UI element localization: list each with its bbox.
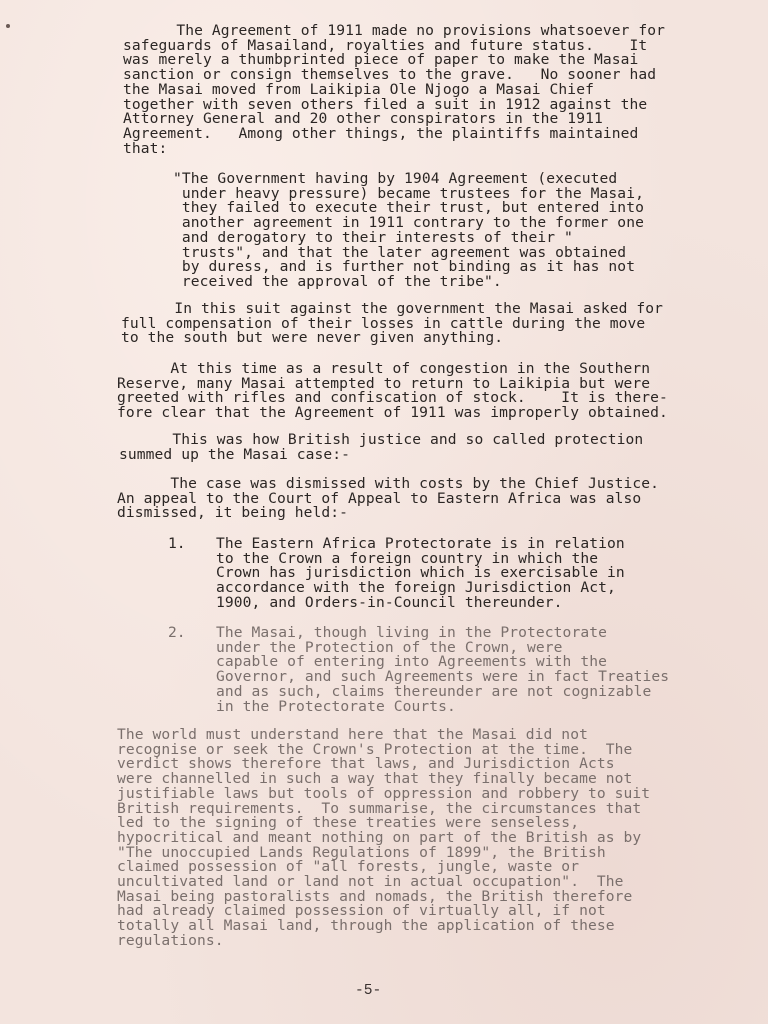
paragraph-british-justice: This was how British justice and so called protection summed up the Masai case:- [119, 431, 644, 463]
paragraph-congestion: At this time as a result of congestion in the Southern Reserve, many Masai attempted to return to Laikipia but were greeted with rifles and confiscation of stock. It is there- fore clear that the Agreement of 1911 was improperly obtained. [117, 360, 668, 422]
list-item-1-number: 1. [168, 535, 186, 552]
punch-mark [6, 24, 10, 28]
quote-plaintiffs: "The Government having by 1904 Agreement (executed under heavy pressure) became trustees for the Masai, they failed to execute their trust, but entered into another agreement in 1911 contrary to the former one and derogatory to their interests of their " trusts", and that the later agreement was obtained by duress, and is further not binding as it has not received the approval of the tribe". [173, 170, 644, 290]
paragraph-agreement-1911: The Agreement of 1911 made no provisions whatsoever for safeguards of Masailand, royalties and future status. It was merely a thumbprinted piece of paper to make the Masai sanction or consign themselves to the grave. No sooner had the Masai moved from Laikipia Ole Njogo a Masai Chief together with seven others filed a suit in 1912 against the Attorney General and 20 other conspirators in the 1911 Agreement. Among other things, the plaintiffs maintained that: [123, 22, 666, 157]
paragraph-world-must-understand: The world must understand here that the Masai did not recognise or seek the Crown's Protection at the time. The verdict shows therefore that laws, and Jurisdiction Acts were channelled in such a way that they finally became not justifiable laws but tools of oppression and robbery to suit British requirements. To summarise, the circumstances that led to the signing of these treaties were senseless, hypocritical and meant nothing on part of the British as by "The unoccupied Lands Regulations of 1899", the British claimed possession of "all forests, jungle, waste or uncultivated land or land not in actual occupation". The Masai being pastoralists and nomads, the British therefore had already claimed possession of virtually all, if not totally all Masai land, through the application of these regulations. [117, 726, 651, 949]
paragraph-compensation: In this suit against the government the Masai asked for full compensation of their losses in cattle during the move to the south but were never given anything. [121, 300, 664, 347]
list-item-2-text: The Masai, though living in the Protectorate under the Protection of the Crown, were capable of entering into Agreements with the Governor, and such Agreements were in fact Treaties and as such, claims thereunder are not cognizable in the Protectorate Courts. [216, 624, 670, 715]
paragraph-case-dismissed: The case was dismissed with costs by the Chief Justice. An appeal to the Court of Appeal to Eastern Africa was also dismissed, it being held:- [117, 475, 660, 522]
list-item-2-number: 2. [168, 624, 186, 641]
page-number: -5- [355, 983, 382, 999]
list-item-1-text: The Eastern Africa Protectorate is in relation to the Crown a foreign country in which the Crown has jurisdiction which is exercisable in accordance with the foreign Jurisdiction Act, 1900, and Orders-in-Council thereunder. [216, 535, 625, 611]
